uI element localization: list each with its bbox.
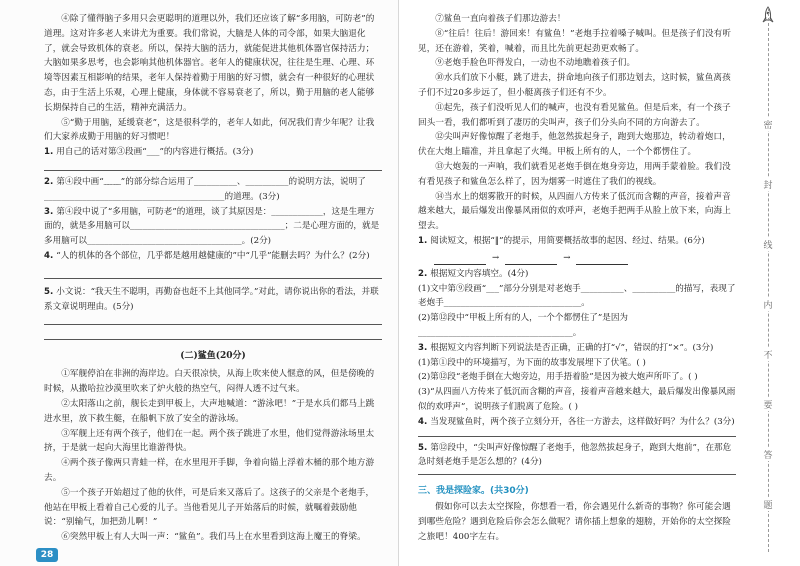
arrow-icon: → bbox=[563, 252, 571, 263]
intro-paragraph: ⑤“勤于用脑，延缓衰老”，这是很科学的，老年人如此，何况我们青少年呢？让我们大家养成勤于用脑的好习惯吧！ bbox=[44, 117, 375, 143]
question-3-2: (2)第⑫段“老炮手倒在大炮旁边，用手捂着脸”是因为被大炮声所吓了。( ) bbox=[418, 372, 698, 383]
answer-line[interactable] bbox=[44, 278, 382, 279]
binding-char: 要 bbox=[756, 398, 780, 411]
question-4: 4. 当发现鲨鱼时，两个孩子立刻分开，各往一方游去，这样做好吗？为什么？(3分) bbox=[418, 416, 735, 427]
question-2: 2. 第④段中画“﹏﹏”的部分综合运用了__________、__________的说明方法，说明了__________________________________________的道理。(3分) bbox=[44, 176, 366, 202]
flow-blank[interactable] bbox=[505, 251, 557, 265]
question-3-3: (3)“从四面八方传来了低沉而含糊的声音，接着声音越来越大，最后爆发出像暴风雨似的欢呼声”，说明孩子们脱离了危险。( ) bbox=[418, 387, 736, 412]
story-title: (二)鲨鱼(20分) bbox=[180, 351, 246, 362]
binding-char: 线 bbox=[756, 238, 780, 251]
flow-blank[interactable] bbox=[576, 251, 628, 265]
binding-char: 内 bbox=[756, 298, 780, 311]
story-paragraph: ⑭当水上的烟雾散开的时候，从四面八方传来了低沉而含糊的声音，接着声音越来越大，最后爆发出像暴风雨似的欢呼声，老炮手把两手从脸上放下来，向海上望去。 bbox=[418, 191, 731, 232]
story-paragraph: ⑪起先，孩子们没听见人们的喊声，也没有看见鲨鱼。但是后来，有一个孩子回头一看，我们都听到了凄厉的尖叫声，孩子们分头向不同的方向游去了。 bbox=[418, 102, 731, 128]
left-page bbox=[0, 0, 399, 566]
story-paragraph: ①军舰停泊在非洲的海岸边。白天很凉快，从海上吹来使人惬意的风，但是傍晚的时候，从撒哈拉沙漠里吹来了炉火般的热空气，闷得人透不过气来。 bbox=[44, 369, 375, 395]
story-paragraph: ⑤一个孩子开始超过了他的伙伴，可是后来又落后了。这孩子的父亲是个老炮手，他站在甲板上看着自己心爱的儿子。当他看见儿子开始落后的时候，就嘱着鼓励他说：“别输气，加把劲儿啊！” bbox=[44, 487, 375, 528]
question-4: 4. “人的机体的各个部位，几乎都是越用越健康的”中“几乎”能删去吗？为什么？(2分) bbox=[44, 250, 370, 261]
story-paragraph: ④两个孩子像两只青蛙一样，在水里甩开手脚，争着向锚上浮着木桶的那个地方游去。 bbox=[44, 458, 375, 483]
question-1: 1. 阅读短文，根据“‖”的提示，用简要概括故事的起因、经过、结果。(6分) bbox=[418, 235, 705, 246]
right-column bbox=[418, 12, 736, 545]
story-paragraph: ③军舰上还有两个孩子，他们在一起。两个孩子跳进了水里，他们觉得游泳场里太挤，于是就一起向大海里比谁游得快。 bbox=[44, 428, 375, 454]
question-5: 5. 小文说：“我天生不聪明，再勤奋也赶不上其他同学。”对此，请你说出你的看法，并联系文章说明理由。(5分) bbox=[44, 286, 379, 312]
answer-line[interactable] bbox=[418, 474, 736, 475]
story-paragraph: ⑦鲨鱼一直向着孩子们那边游去！ bbox=[435, 14, 566, 24]
binding-char: 题 bbox=[756, 498, 780, 511]
left-column bbox=[44, 12, 382, 545]
section-heading: 三、我是探险家。(共30分) bbox=[418, 486, 529, 497]
flow-blank[interactable] bbox=[434, 251, 486, 265]
binding-margin bbox=[744, 0, 800, 566]
binding-char: 答 bbox=[756, 448, 780, 461]
story-paragraph: ⑨老炮手脸色吓得发白，一动也不动地瞧着孩子们。 bbox=[435, 58, 636, 69]
question-2-1: (1)文中第⑨段画“___”部分分别是对老炮手__________、__________的描写，表现了老炮手________________________________。 bbox=[418, 283, 736, 309]
question-2: 2. 根据短文内容填空。(4分) bbox=[418, 268, 529, 279]
intro-paragraph: ④除了懂得脑子多用只会更聪明的道理以外，我们还应该了解“多用脑，可防老”的道理。这对许多老人来讲尤为重要。我们常说，大脑是人体的司令部，如果大脑退化了，就会导致机体的衰老。所以，保持大脑的活力，就能促进其他机体器官保持活力；大脑如果多思考，也会影响其他机体器官。老年人的健康状况，往往是生理、心理、环境等因素互相影响的结果，老年人保持着勤于用脑的好习惯，就会有一种很好的心理状态，由于生活上乐观，心理上健康，身体就不容易衰老了，所以，勤于用脑的老人能够长期保持自己的生活，精神充满活力。 bbox=[44, 14, 375, 113]
story-paragraph: ②太阳落山之前，舰长走到甲板上，大声地喊道：“游泳吧！”于是水兵们都马上跳进水里，放下救生艇，在船帆下放了安全的游泳场。 bbox=[44, 398, 375, 424]
answer-line[interactable] bbox=[44, 339, 382, 340]
binding-char: 封 bbox=[756, 178, 780, 191]
question-2-2: (2)第⑫段中“甲板上所有的人，一个个都愣住了”是因为____________________________________。 bbox=[418, 313, 629, 338]
page-number: 28 bbox=[36, 548, 58, 562]
binding-dashed-line bbox=[768, 8, 769, 552]
binding-char: 不 bbox=[756, 348, 780, 361]
question-1: 1. 用自己的话对第③段画“___”的内容进行概括。(3分) bbox=[44, 147, 254, 158]
answer-line[interactable] bbox=[418, 436, 736, 437]
question-5: 5. 第⑫段中，“尖叫声好像惊醒了老炮手，他忽然拔起身子，跑到大炮前”，在那危急时刻老炮手是怎么想的？(4分) bbox=[418, 442, 732, 468]
answer-line[interactable] bbox=[44, 324, 382, 325]
story-paragraph: ⑧“往后！往后！游回来！有鲨鱼！”老炮手拉着嗓子喊叫。但是孩子们没有听见，还在游着，笑着，喊着，而且比先前更起劲更欢畅了。 bbox=[418, 28, 732, 54]
story-paragraph: ⑥突然甲板上有人大叫一声：“鲨鱼”。我们马上在水里看到这海上魔王的脊梁。 bbox=[61, 532, 366, 543]
story-paragraph: ⑩水兵们放下小艇，跳了进去，拼命地向孩子们那边划去，这时候，鲨鱼离孩子们不过20多步远了，但小艇离孩子们还有不少。 bbox=[418, 73, 731, 98]
story-paragraph: ⑫尖叫声好像惊醒了老炮手，他忽然拔起身子，跑到大炮那边，转动着炮口，伏在大炮上瞄准，并且拿起了火绳。甲板上所有的人，一个个都愣住了。 bbox=[418, 132, 731, 158]
plot-flow bbox=[434, 251, 736, 265]
composition-prompt: 假如你可以去太空探险，你想看一看，你会遇见什么新奇的事物？你可能会遇到哪些危险？遇到危险后你会怎么做呢？请你插上想象的翅膀，开始你的太空探险之旅吧！400字左右。 bbox=[418, 502, 731, 542]
story-paragraph: ⑬大炮轰的一声响，我们就看见老炮手倒在炮身旁边，用两手蒙着脸。我们没有看见孩子和鲨鱼怎么样了，因为烟雾一时遮住了我们的视线。 bbox=[418, 161, 731, 187]
answer-line[interactable] bbox=[44, 170, 382, 171]
question-3: 3. 第④段中说了“多用脑，可防老”的道理，谈了其原因是：____________，这是生理方面的，就是多用脑可以____________________________________；二是心理方面的，就是多用脑可以____________________________________。(2分) bbox=[44, 206, 380, 247]
binding-char: 密 bbox=[756, 118, 780, 131]
arrow-icon: → bbox=[492, 252, 500, 263]
right-page bbox=[400, 0, 738, 566]
question-3-1: (1)第①段中的环境描写，为下面的故事发展埋下了伏笔。( ) bbox=[418, 357, 646, 368]
question-3: 3. 根据短文内容判断下列说法是否正确，正确的打“√”，错误的打“×”。(3分) bbox=[418, 342, 714, 353]
